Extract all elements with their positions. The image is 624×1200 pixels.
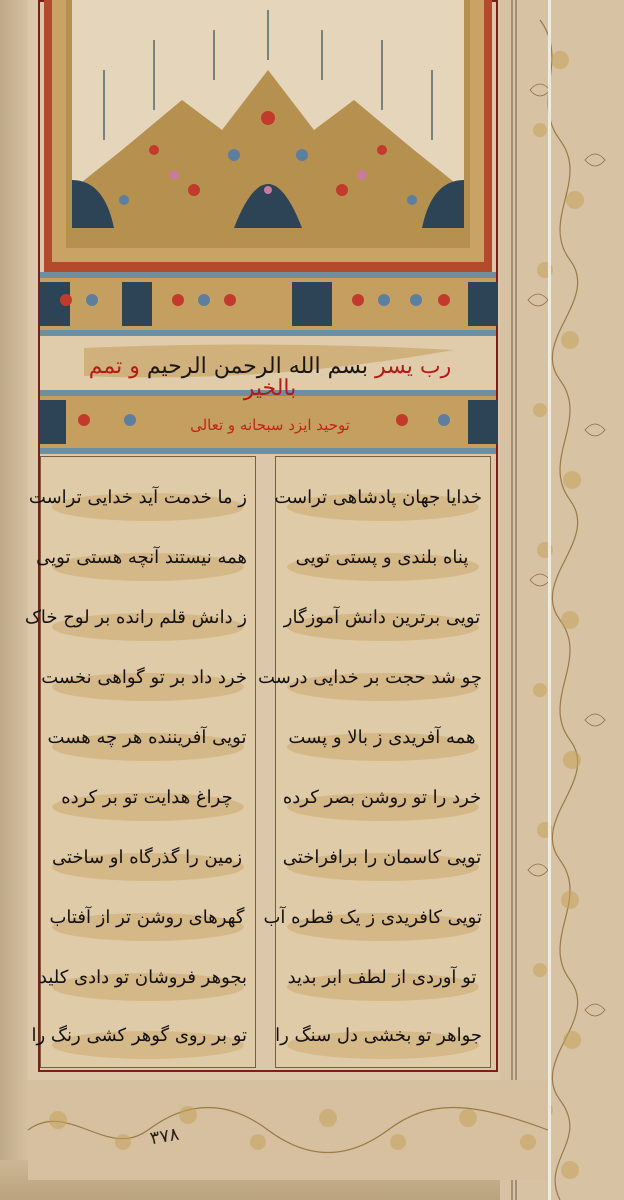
verse-line: تو آوردی از لطف ابر بدید (287, 967, 477, 988)
binding-thread (548, 0, 551, 1200)
basmala-text: بسم الله الرحمن الرحیم (146, 354, 368, 379)
verse-line: تویی آفریننده هر چه هست (47, 727, 247, 748)
folio-number: ۳۷۸ (148, 1123, 181, 1150)
verse-line: زمین را گذرگاه او ساختی (51, 847, 243, 868)
verse-line: تویی کافریدی ز یک قطره آب (263, 907, 482, 928)
floral-margin-right (500, 0, 624, 1200)
verse-line: همه آفریدی ز بالا و پست (288, 727, 476, 748)
verse-line: ز ما خدمت آید خدایی تراست (28, 487, 247, 508)
basmala-red-suffix: و تمم بالخیر (88, 354, 297, 401)
verse-line: خدایا جهان پادشاهی تراست (274, 487, 482, 508)
basmala-red-prefix: رب یسر (375, 354, 452, 379)
verse-line: خرد را تو روشن بصر کرده (282, 787, 482, 808)
verse-line: بجوهر فروشان تو دادی کلید (38, 967, 247, 988)
verse-line: پناه بلندی و پستی تویی (295, 547, 469, 568)
verse-line: جواهر تو بخشی دل سنگ را (275, 1025, 482, 1046)
verse-line: تو بر روی گوهر کشی رنگ را (31, 1025, 247, 1046)
verse-line: تویی کاسمان را برافراختی (282, 847, 482, 868)
text-column-left (24, 456, 256, 1068)
verse-line: خرد داد بر تو گواهی نخست (41, 667, 247, 688)
floral-margin-bottom (28, 1080, 548, 1180)
verse-line: چراغ هدایت تو بر کرده (61, 787, 233, 808)
verse-line: همه نیستند آنچه هستی تویی (36, 547, 247, 568)
section-subtitle: توحید ایزد سبحانه و تعالی (190, 416, 350, 434)
page-left-edge (0, 0, 28, 1200)
verse-line: تویی برترین دانش آموزگار (283, 607, 481, 628)
verse-line: گهرهای روشن تر از آفتاب (49, 907, 245, 928)
verse-line: چو شد حجت بر خدایی درست (258, 667, 482, 688)
basmala-heading (60, 356, 480, 400)
verse-line: ز دانش قلم رانده بر لوح خاک (24, 607, 247, 628)
text-column-right (258, 456, 491, 1068)
